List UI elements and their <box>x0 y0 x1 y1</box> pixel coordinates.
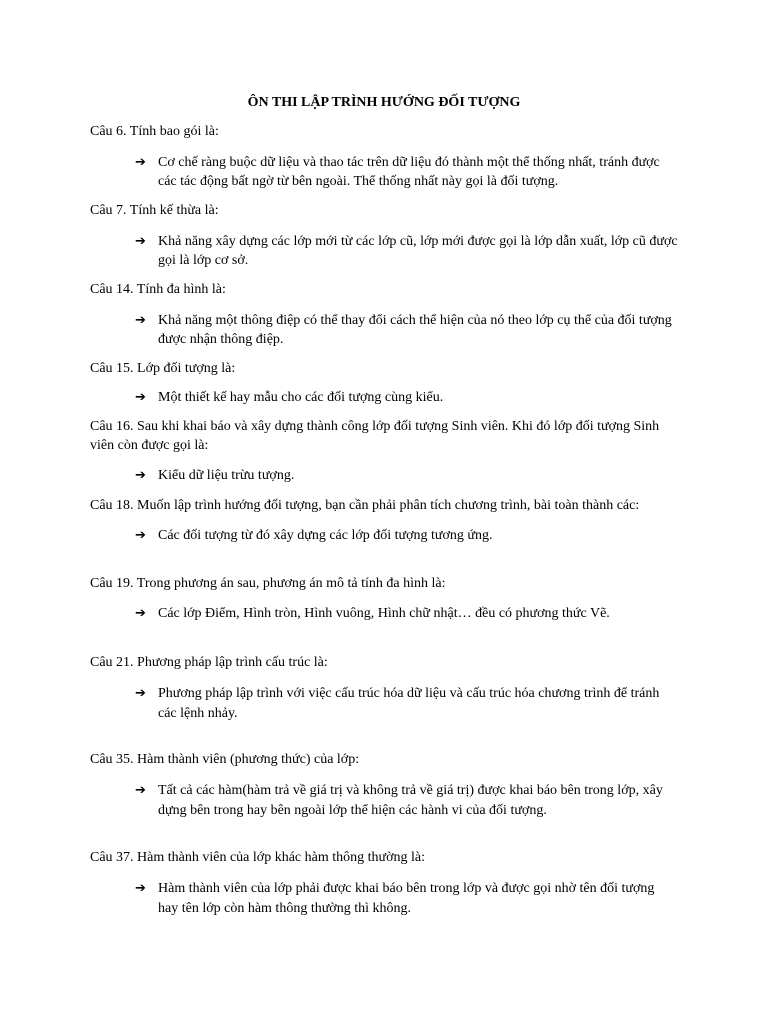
answer-item <box>90 604 678 623</box>
answer-item <box>90 153 678 191</box>
answer-text: Kiểu dữ liệu trừu tượng. <box>158 468 295 483</box>
answer-text: Khả năng xây dựng các lớp mới từ các lớp cũ, lớp mới được gọi là lớp dẫn xuất, lớp cũ được gọi là lớp cơ sở. <box>158 234 678 268</box>
arrow-bullet-icon: ➔ <box>135 234 146 249</box>
arrow-bullet-icon: ➔ <box>135 313 146 328</box>
qa-item-6 <box>90 122 690 191</box>
answer-item <box>90 232 678 270</box>
answer-item <box>90 388 678 407</box>
answer-item <box>90 526 678 545</box>
question-text: Câu 35. Hàm thành viên (phương thức) của lớp: <box>90 752 360 767</box>
answer-text: Phương pháp lập trình với việc cấu trúc hóa dữ liệu và cấu trúc hóa chương trình để tránh các lệnh nhảy. <box>158 686 660 721</box>
qa-item-18 <box>90 496 690 545</box>
answer-text: Hàm thành viên của lớp phải được khai báo bên trong lớp và được gọi nhờ tên đối tượng hay tên lớp còn hàm thông thường thì không. <box>158 881 655 916</box>
arrow-bullet-icon: ➔ <box>135 155 146 170</box>
arrow-bullet-icon: ➔ <box>135 606 146 621</box>
question-text: Câu 18. Muốn lập trình hướng đối tượng, bạn cần phải phân tích chương trình, bài toàn thành các: <box>90 498 640 513</box>
answer-text: Tất cả các hàm(hàm trả về giá trị và không trả về giá trị) được khai báo bên trong lớp, xây dựng bên trong hay bên ngoài lớp thể hiện các hành vi của đối tượng. <box>158 783 663 818</box>
question-text: Câu 37. Hàm thành viên của lớp khác hàm thông thường là: <box>90 850 425 865</box>
arrow-bullet-icon: ➔ <box>135 390 146 405</box>
arrow-bullet-icon: ➔ <box>135 468 146 483</box>
answer-text: Cơ chế ràng buộc dữ liệu và thao tác trên dữ liệu đó thành một thể thống nhất, tránh được các tác động bất ngờ từ bên ngoài. Thể thống nhất này gọi là đối tượng. <box>158 155 660 189</box>
qa-item-15 <box>90 359 690 407</box>
question-text: Câu 21. Phương pháp lập trình cấu trúc là: <box>90 655 328 670</box>
question-text: Câu 16. Sau khi khai báo và xây dựng thành công lớp đối tượng Sinh viên. Khi đó lớp đối tượng Sinh viên còn được gọi là: <box>90 419 660 453</box>
qa-item-21 <box>90 653 690 724</box>
qa-item-16 <box>90 417 690 485</box>
qa-item-19 <box>90 574 690 623</box>
answer-item <box>90 466 678 485</box>
answer-text: Các đối tượng từ đó xây dựng các lớp đối tượng tương ứng. <box>158 528 493 543</box>
document-title: ÔN THI LẬP TRÌNH HƯỚNG ĐỐI TƯỢNG <box>247 95 521 110</box>
question-text: Câu 19. Trong phương án sau, phương án mô tả tính đa hình là: <box>90 576 446 591</box>
answer-text: Các lớp Điểm, Hình tròn, Hình vuông, Hình chữ nhật… đều có phương thức Vẽ. <box>158 606 610 621</box>
answer-text: Một thiết kế hay mẫu cho các đối tượng cùng kiểu. <box>158 390 444 405</box>
question-text: Câu 15. Lớp đối tượng là: <box>90 361 236 376</box>
qa-item-14 <box>90 280 690 349</box>
arrow-bullet-icon: ➔ <box>135 528 146 543</box>
qa-item-35 <box>90 750 690 821</box>
arrow-bullet-icon: ➔ <box>135 783 146 798</box>
arrow-bullet-icon: ➔ <box>135 686 146 701</box>
answer-text: Khả năng một thông điệp có thể thay đổi cách thể hiện của nó theo lớp cụ thể của đối tượng được nhận thông điệp. <box>158 313 672 347</box>
arrow-bullet-icon: ➔ <box>135 881 146 896</box>
answer-item <box>90 684 678 724</box>
question-text: Câu 14. Tính đa hình là: <box>90 282 226 297</box>
qa-item-37 <box>90 848 690 919</box>
answer-item <box>90 879 678 919</box>
qa-item-7 <box>90 201 690 270</box>
answer-item <box>90 311 678 349</box>
question-text: Câu 7. Tính kế thừa là: <box>90 203 219 218</box>
answer-item <box>90 781 678 821</box>
question-text: Câu 6. Tính bao gói là: <box>90 124 219 139</box>
